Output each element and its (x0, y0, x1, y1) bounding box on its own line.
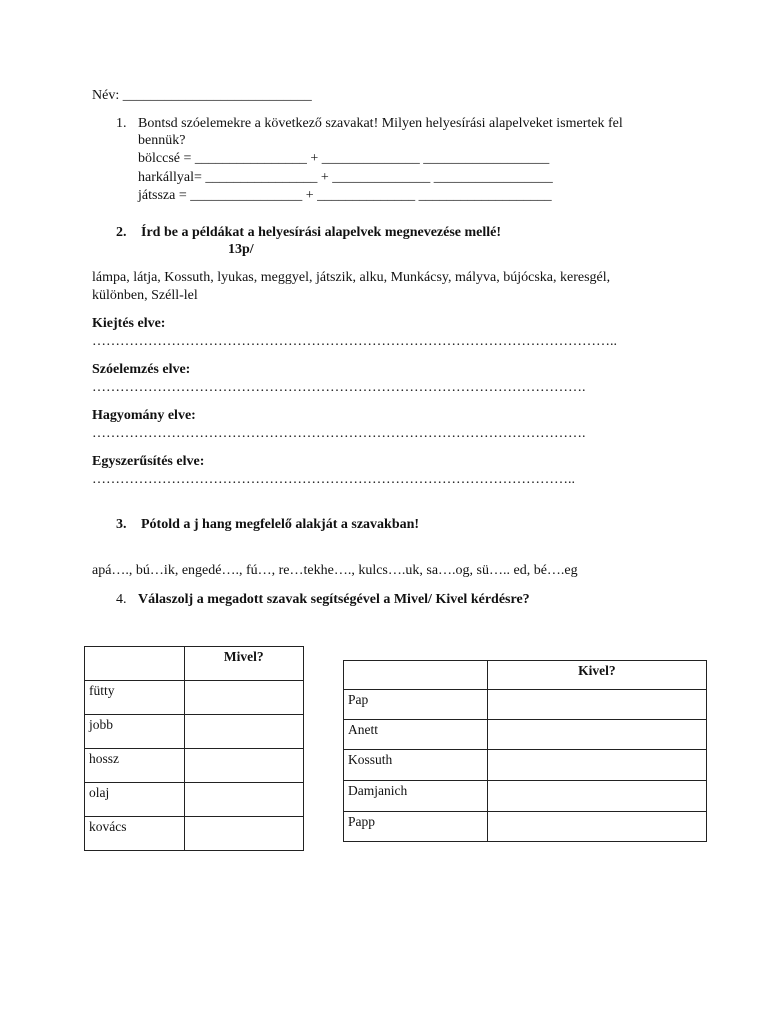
kivel-answer-cell[interactable] (487, 781, 706, 812)
mivel-header: Mivel? (184, 647, 303, 681)
task1-instruction-cont: bennük? (138, 133, 186, 148)
mivel-table (84, 646, 304, 851)
mivel-answer-cell[interactable] (184, 749, 303, 783)
kivel-word: Kossuth (344, 750, 488, 781)
table-row (344, 812, 707, 842)
principle-answer-szoelemzes[interactable]: ……………………………………………………………………………………………. (92, 380, 586, 395)
mivel-corner-cell (85, 647, 185, 681)
task2-number: 2. (116, 225, 127, 240)
task2-title: Írd be a példákat a helyesírási alapelvek megnevezése mellé! (141, 225, 502, 240)
kivel-header: Kivel? (487, 661, 706, 690)
mivel-answer-cell[interactable] (184, 681, 303, 715)
mivel-answer-cell[interactable] (184, 783, 303, 817)
mivel-word: fütty (85, 681, 185, 715)
kivel-word: Pap (344, 690, 488, 720)
kivel-corner-cell (344, 661, 488, 690)
kivel-answer-cell[interactable] (487, 720, 706, 750)
table-row (344, 781, 707, 812)
kivel-table (343, 660, 707, 842)
kivel-word: Anett (344, 720, 488, 750)
task3-words[interactable]: apá…., bú…ik, engedé…., fú…, re…tekhe…., kulcs….uk, sa….og, sü….. ed, bé….eg (92, 563, 578, 578)
task3-title: Pótold a j hang megfelelő alakját a szavakban! (141, 517, 420, 532)
mivel-answer-cell[interactable] (184, 715, 303, 749)
table-row (344, 750, 707, 781)
kivel-word: Damjanich (344, 781, 488, 812)
kivel-word: Papp (344, 812, 488, 842)
task1-row-3[interactable]: játssza = ________________ + ______________ ___________________ (138, 188, 552, 203)
table-row (85, 715, 304, 749)
task4-title: Válaszolj a megadott szavak segítségével a Mivel/ Kivel kérdésre? (138, 592, 530, 607)
table-row (344, 720, 707, 750)
table-row (85, 783, 304, 817)
principle-label-egyszerusites: Egyszerűsítés elve: (92, 454, 205, 469)
table-row (85, 749, 304, 783)
mivel-word: olaj (85, 783, 185, 817)
principle-answer-egyszerusites[interactable]: ………………………………………………………………………………………….. (92, 472, 575, 487)
mivel-word: kovács (85, 817, 185, 851)
principle-label-kiejtes: Kiejtés elve: (92, 316, 166, 331)
name-line[interactable]: Név: ___________________________ (92, 88, 312, 103)
task1-instruction: Bontsd szóelemekre a következő szavakat! Milyen helyesírási alapelveket ismertek fel (138, 116, 623, 131)
mivel-answer-cell[interactable] (184, 817, 303, 851)
principle-label-szoelemzes: Szóelemzés elve: (92, 362, 191, 377)
task4-number: 4. (116, 592, 127, 607)
kivel-answer-cell[interactable] (487, 812, 706, 842)
task2-words: lámpa, látja, Kossuth, lyukas, meggyel, játszik, alku, Munkácsy, mályva, bújócska, keresgél, (92, 270, 611, 285)
task2-points: 13p/ (228, 242, 254, 257)
principle-answer-hagyomany[interactable]: ……………………………………………………………………………………………. (92, 426, 586, 441)
table-row (85, 817, 304, 851)
kivel-answer-cell[interactable] (487, 750, 706, 781)
principle-label-hagyomany: Hagyomány elve: (92, 408, 196, 423)
principle-answer-kiejtes[interactable]: ………………………………………………………………………………………………….. (92, 334, 617, 349)
mivel-word: hossz (85, 749, 185, 783)
kivel-answer-cell[interactable] (487, 690, 706, 720)
table-row (85, 681, 304, 715)
table-row (344, 690, 707, 720)
task1-row-2[interactable]: harkállyal= ________________ + ______________ _________________ (138, 170, 553, 185)
task1-row-1[interactable]: bölccsé = ________________ + ______________ __________________ (138, 151, 550, 166)
task2-words-cont: különben, Széll-lel (92, 288, 198, 303)
task1-number: 1. (116, 116, 127, 131)
mivel-word: jobb (85, 715, 185, 749)
task3-number: 3. (116, 517, 127, 532)
